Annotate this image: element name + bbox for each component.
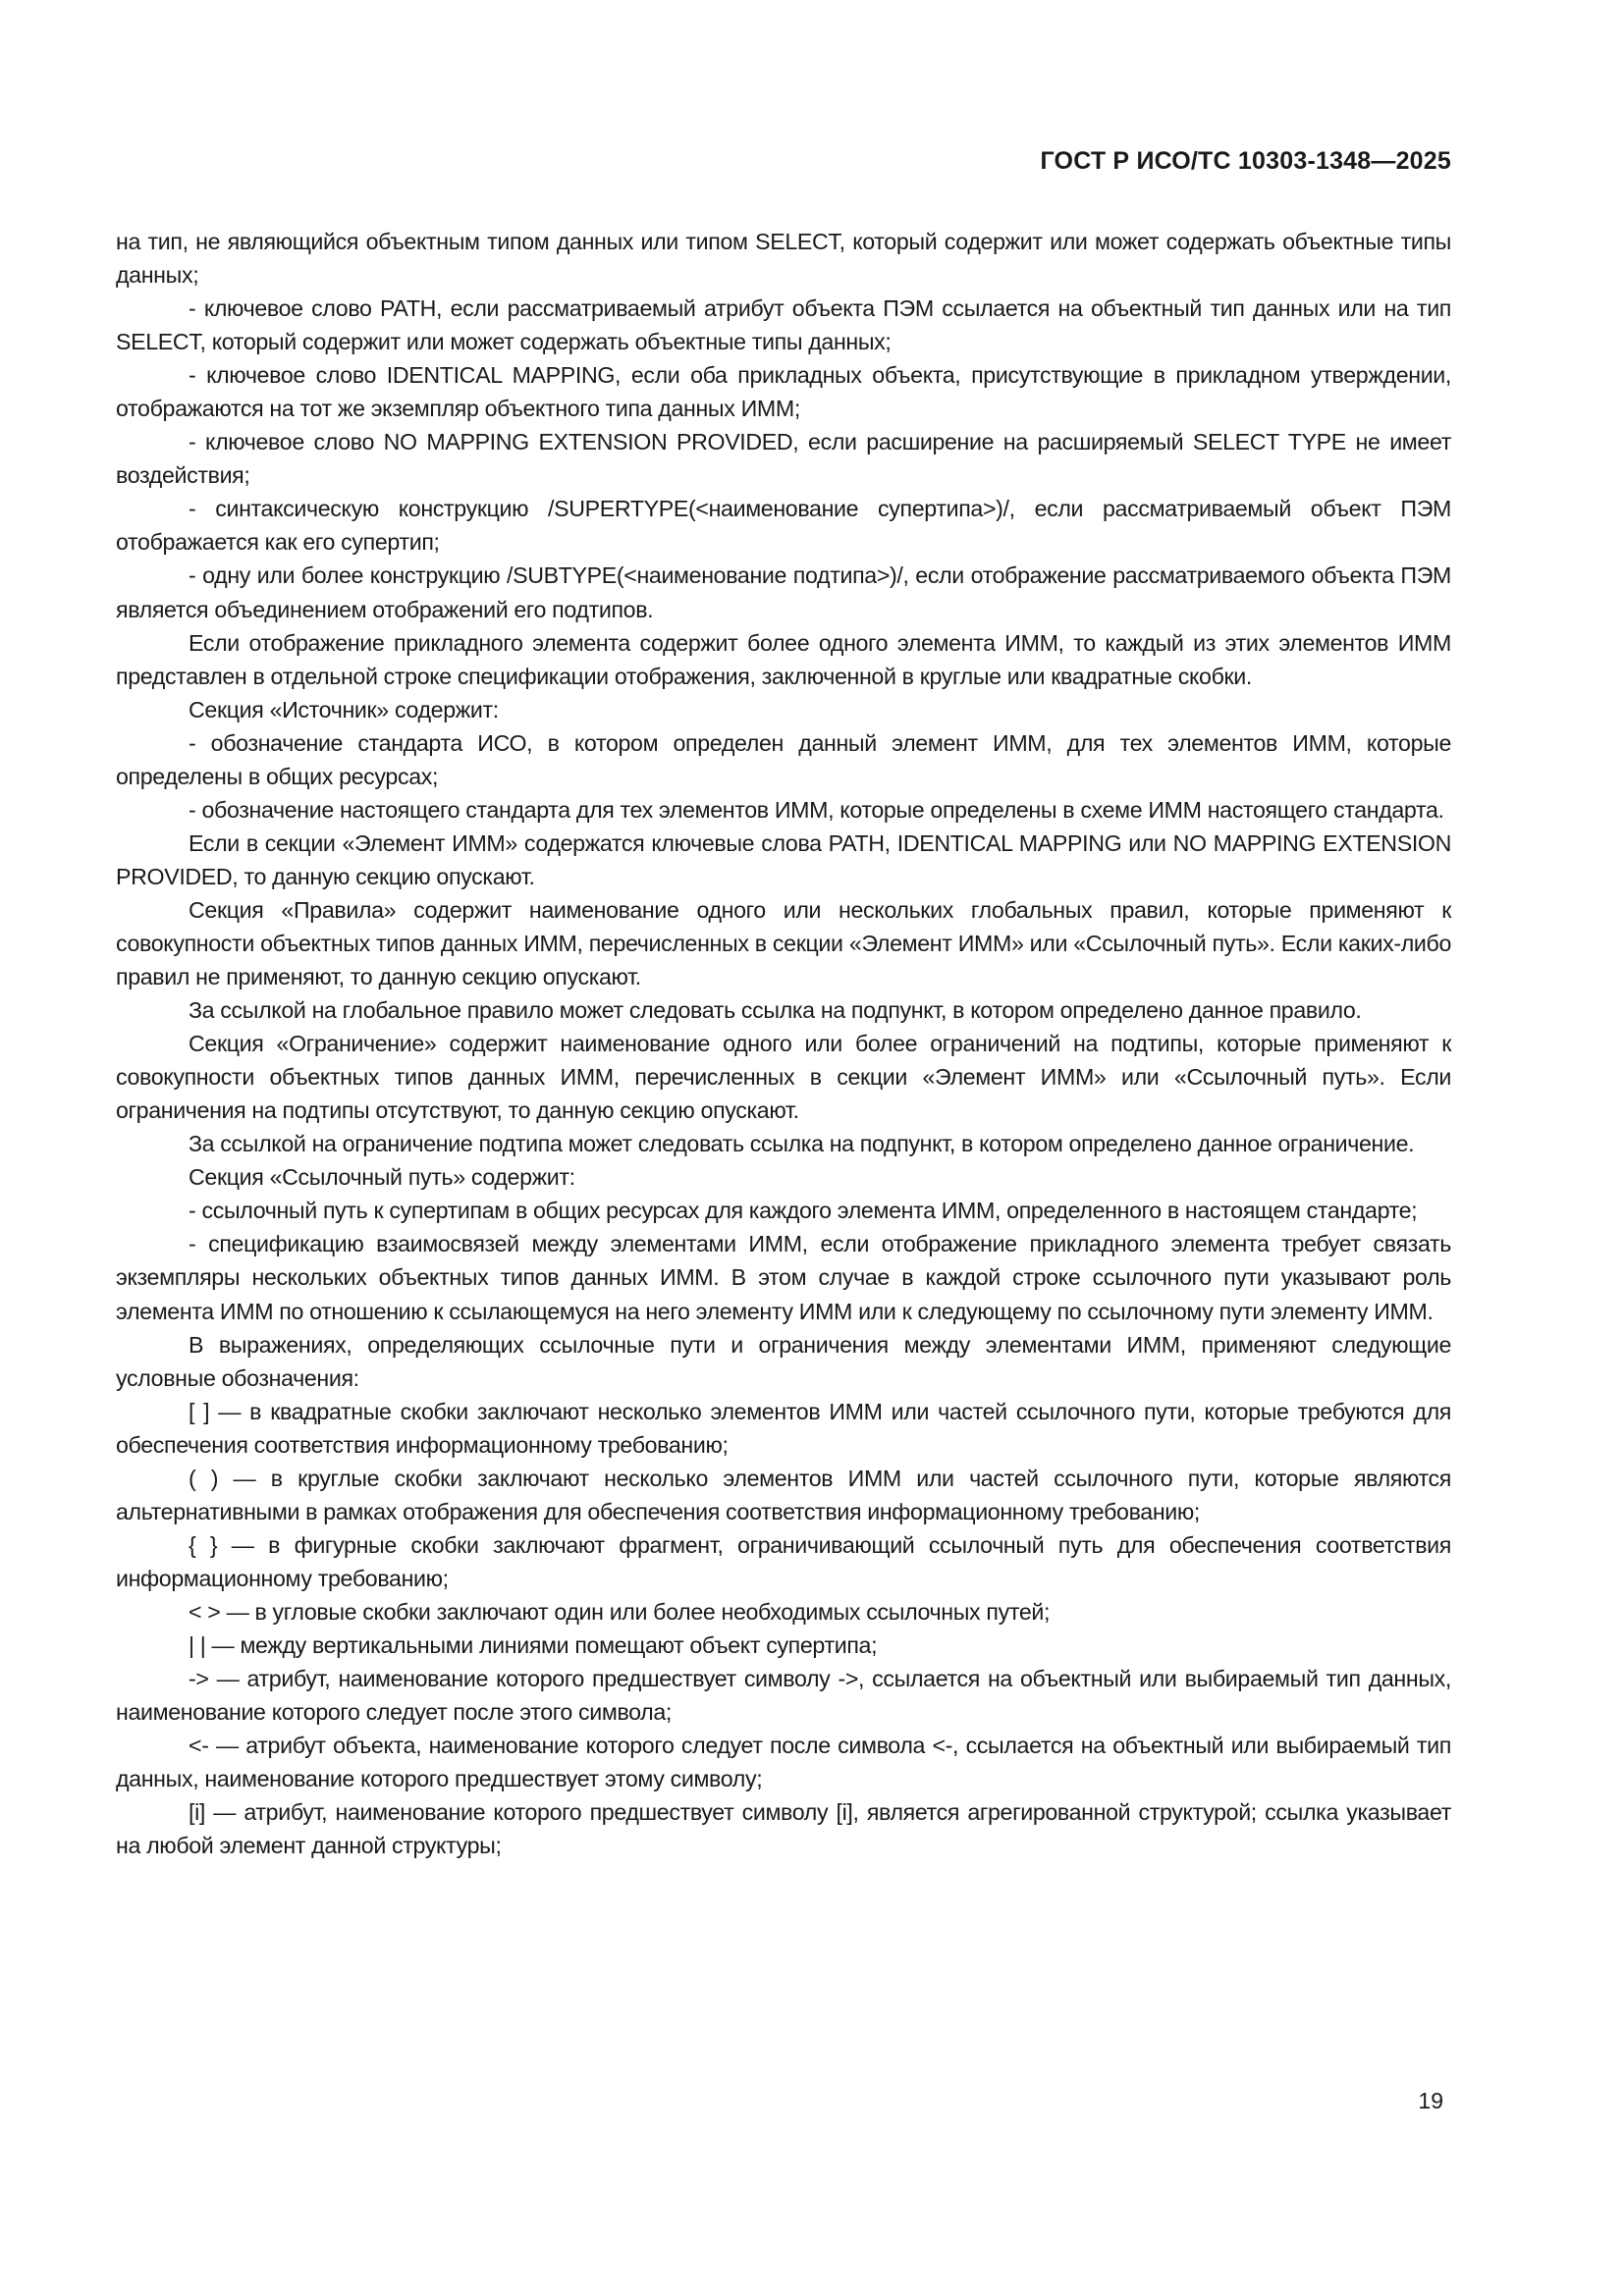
notation-item: { } — в фигурные скобки заключают фрагмент, ограничивающий ссылочный путь для обеспечения соответствия информационному требованию;: [116, 1531, 1451, 1591]
list-item: - синтаксическую конструкцию /SUPERTYPE(<наименование супертипа>)/, если рассматриваемый объект ПЭМ отображается как его супертип;: [116, 496, 1451, 556]
notation-item: | | — между вертикальными линиями помещают объект супертипа;: [189, 1631, 878, 1658]
notation-item: [i] — атрибут, наименование которого предшествует символу [i], является агрегированной структурой; ссылка указывает на любой элемент данной структуры;: [116, 1799, 1451, 1859]
list-item: - спецификацию взаимосвязей между элементами ИММ, если отображение прикладного элемента требует связать экземпляры нескольких объектных типов данных ИММ. В этом случае в каждой строке ссылочного пути указывают роль элемента ИММ по отношению к ссылающемуся на него элементу ИММ или к следующему по ссылочному пути элементу ИММ.: [116, 1231, 1451, 1324]
section-intro: Секция «Ссылочный путь» содержит:: [189, 1164, 575, 1191]
list-item: - ссылочный путь к супертипам в общих ресурсах для каждого элемента ИММ, определенного в настоящем стандарте;: [189, 1198, 1418, 1224]
paragraph: Если в секции «Элемент ИММ» содержатся ключевые слова PATH, IDENTICAL MAPPING или NO MAPPING EXTENSION PROVIDED, то данную секцию опускают.: [116, 829, 1451, 889]
paragraph: За ссылкой на ограничение подтипа может следовать ссылка на подпункт, в котором определено данное ограничение.: [189, 1131, 1415, 1157]
list-item: - ключевое слово NO MAPPING EXTENSION PROVIDED, если расширение на расширяемый SELECT TYPE не имеет воздействия;: [116, 429, 1451, 489]
paragraph: на тип, не являющийся объектным типом данных или типом SELECT, который содержит или может содержать объектные типы данных;: [116, 229, 1451, 289]
paragraph: Секция «Ограничение» содержит наименование одного или более ограничений на подтипы, которые применяют к совокупности объектных типов данных ИММ, перечисленных в секции «Элемент ИММ» или «Ссылочный путь». Если ограничения на подтипы отсутствуют, то данную секцию опускают.: [116, 1031, 1451, 1124]
notation-item: <- — атрибут объекта, наименование которого следует после символа <-, ссылается на объектный или выбираемый тип данных, наименование которого предшествует этому символу;: [116, 1733, 1451, 1792]
document-body: [116, 225, 1451, 1862]
paragraph: В выражениях, определяющих ссылочные пути и ограничения между элементами ИММ, применяют следующие условные обозначения:: [116, 1331, 1451, 1391]
list-item: - обозначение стандарта ИСО, в котором определен данный элемент ИММ, для тех элементов ИММ, которые определены в общих ресурсах;: [116, 729, 1451, 789]
list-item: - обозначение настоящего стандарта для тех элементов ИММ, которые определены в схеме ИММ настоящего стандарта.: [189, 796, 1444, 823]
document-header-id: ГОСТ Р ИСО/ТС 10303-1348—2025: [1040, 147, 1451, 175]
list-item: - одну или более конструкцию /SUBTYPE(<наименование подтипа>)/, если отображение рассматриваемого объекта ПЭМ является объединением отображений его подтипов.: [116, 562, 1451, 622]
paragraph: Если отображение прикладного элемента содержит более одного элемента ИММ, то каждый из этих элементов ИММ представлен в отдельной строке спецификации отображения, заключенной в круглые или квадратные скобки.: [116, 629, 1451, 689]
notation-item: ( ) — в круглые скобки заключают несколько элементов ИММ или частей ссылочного пути, которые являются альтернативными в рамках отображения для обеспечения соответствия информационному требованию;: [116, 1465, 1451, 1524]
paragraph: За ссылкой на глобальное правило может следовать ссылка на подпункт, в котором определено данное правило.: [189, 997, 1362, 1024]
list-item: - ключевое слово IDENTICAL MAPPING, если оба прикладных объекта, присутствующие в прикладном утверждении, отображаются на тот же экземпляр объектного типа данных ИММ;: [116, 362, 1451, 422]
list-item: - ключевое слово PATH, если рассматриваемый атрибут объекта ПЭМ ссылается на объектный тип данных или на тип SELECT, который содержит или может содержать объектные типы данных;: [116, 295, 1451, 355]
notation-item: < > — в угловые скобки заключают один или более необходимых ссылочных путей;: [189, 1598, 1051, 1625]
notation-item: -> — атрибут, наименование которого предшествует символу ->, ссылается на объектный или выбираемый тип данных, наименование которого следует после этого символа;: [116, 1666, 1451, 1726]
section-intro: Секция «Источник» содержит:: [189, 696, 499, 722]
page-number: 19: [1418, 2088, 1443, 2113]
notation-item: [ ] — в квадратные скобки заключают несколько элементов ИММ или частей ссылочного пути, которые требуются для обеспечения соответствия информационному требованию;: [116, 1398, 1451, 1458]
paragraph: Секция «Правила» содержит наименование одного или нескольких глобальных правил, которые применяют к совокупности объектных типов данных ИММ, перечисленных в секции «Элемент ИММ» или «Ссылочный путь». Если каких-либо правил не применяют, то данную секцию опускают.: [116, 896, 1451, 990]
